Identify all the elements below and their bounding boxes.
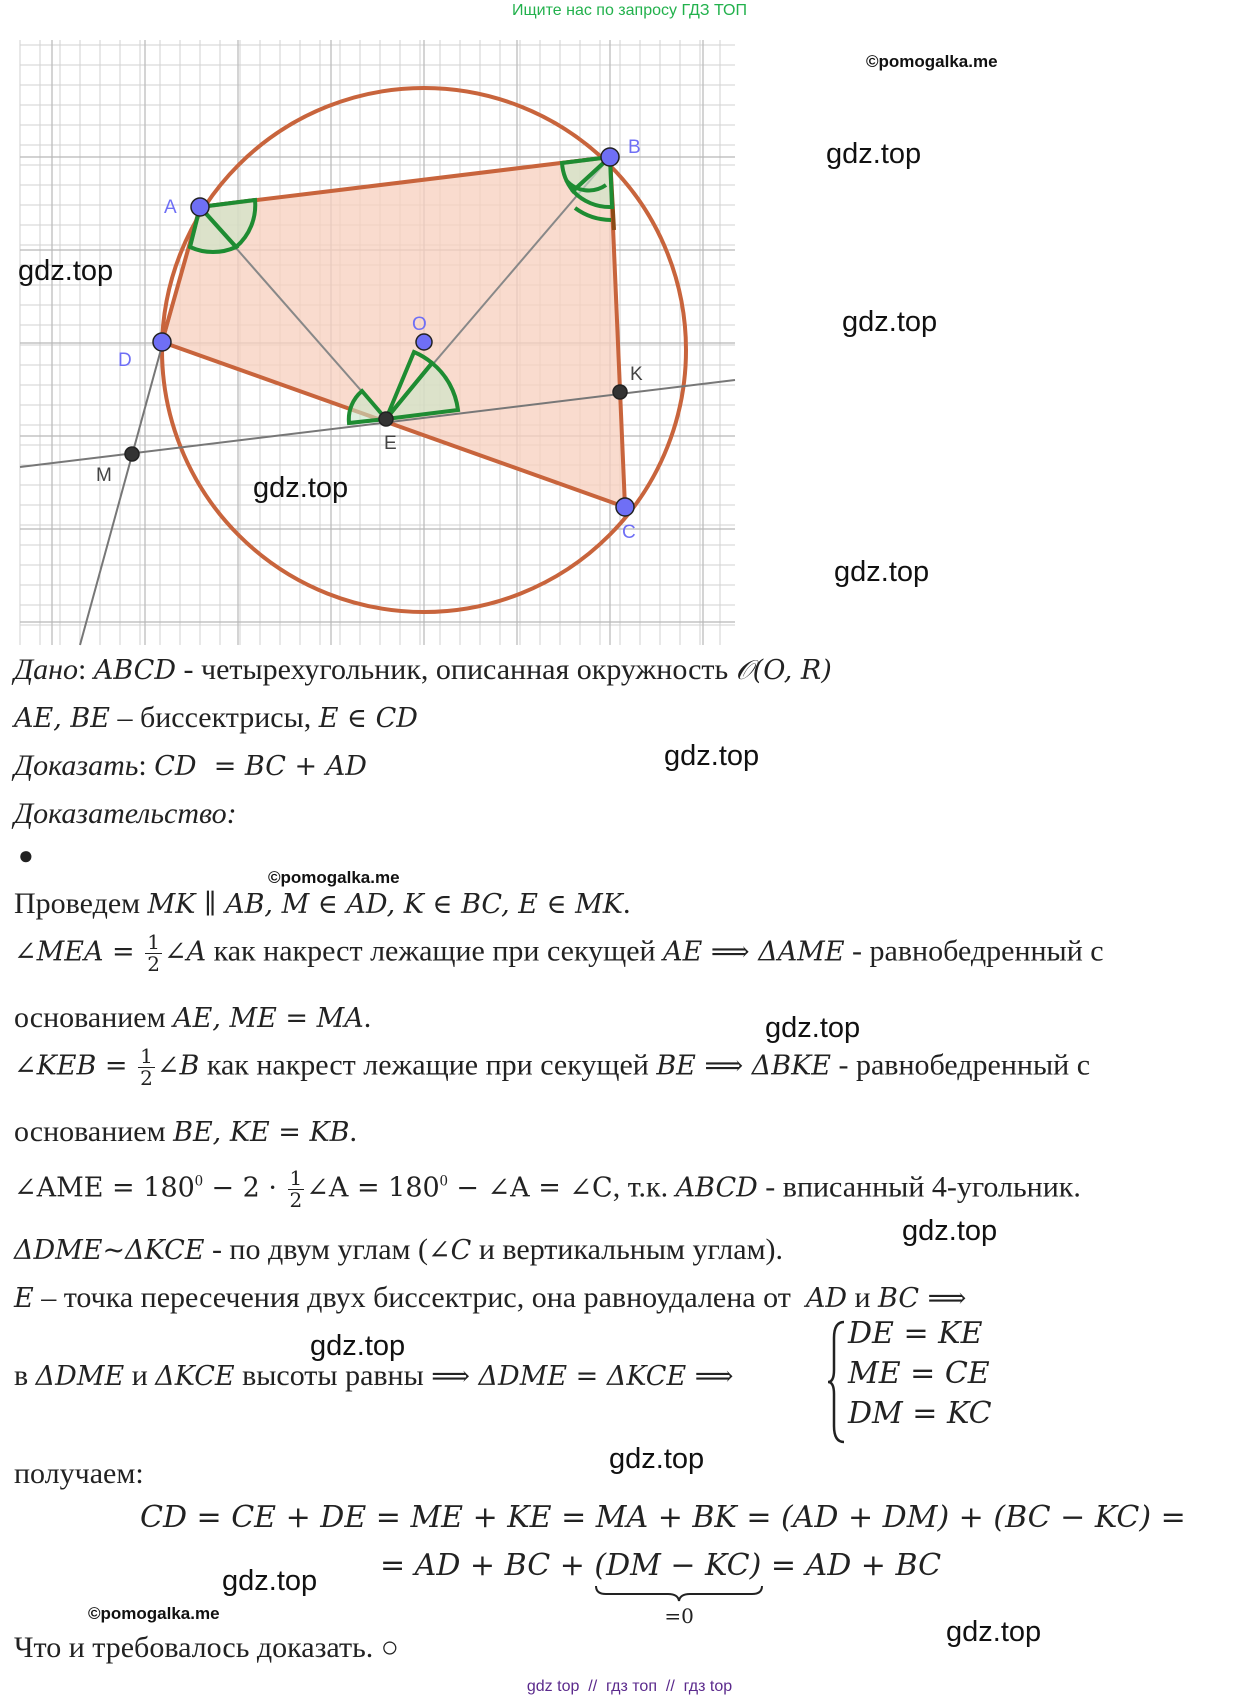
step3-dot: . xyxy=(363,1001,372,1034)
step2-text: как накрест лежащие при секущей xyxy=(206,934,664,968)
bullet: ● xyxy=(18,841,34,870)
step1-dot: . xyxy=(622,887,631,920)
step9-in: в xyxy=(14,1359,36,1392)
step9-and: и xyxy=(124,1359,156,1392)
step3-text: основанием xyxy=(14,1001,174,1034)
footer-links[interactable]: gdz top // гдз топ // гдз top xyxy=(526,1678,733,1695)
label-c: C xyxy=(622,522,636,543)
step4-tail: - равнобедренный с xyxy=(830,1048,1091,1082)
triangle-dme: ΔDME xyxy=(35,1361,125,1392)
fraction-half: $\frac{1}{2}$ xyxy=(289,1166,303,1212)
label-e: E xyxy=(384,433,397,454)
step9-expr: ⟹ ΔDME = ΔKCE ⟹ xyxy=(431,1361,734,1392)
step5-expr: BE, KE = KB xyxy=(173,1117,350,1148)
label-o: O xyxy=(412,314,427,335)
watermark-gdz: gdz.top xyxy=(609,1443,705,1475)
underbraced-term xyxy=(594,1548,762,1628)
prove-label: Доказать xyxy=(14,749,139,782)
fraction-half: $\frac{1}{2}$ xyxy=(147,930,160,976)
watermark-pomogalka: ©pomogalka.me xyxy=(268,868,400,887)
watermark-gdz: gdz.top xyxy=(664,740,760,772)
given-circle: 𝒪(O, R) xyxy=(735,655,832,686)
label-k: K xyxy=(630,364,643,385)
e-on-cd: E ∈ CD xyxy=(318,703,418,734)
step6-end: − ∠A = ∠C xyxy=(447,1172,613,1204)
proof-step-9 xyxy=(14,1358,733,1394)
fraction-half: $\frac{1}{2}$ xyxy=(140,1044,153,1090)
watermark-gdz: gdz.top xyxy=(842,306,938,338)
proof-step-7 xyxy=(14,1232,783,1268)
given-line: Дано: ABCD - четырехугольник, описанная окружность 𝒪(O, R) xyxy=(14,653,832,686)
proof-heading xyxy=(14,796,237,832)
system-row: DE = KE xyxy=(848,1316,983,1351)
point-a xyxy=(191,198,209,216)
step4-expr: BE ⟹ ΔBKE xyxy=(656,1050,831,1082)
watermark-pomogalka: ©pomogalka.me xyxy=(866,52,998,71)
degree: 0 xyxy=(439,1172,448,1190)
underbrace xyxy=(594,1584,764,1602)
result-heading: получаем: xyxy=(14,1457,144,1490)
step2-expr: AE ⟹ ΔAME xyxy=(663,936,845,968)
triangle-kce: ΔKCE xyxy=(155,1361,235,1392)
point-m xyxy=(125,447,139,461)
step9-text: высоты равны xyxy=(234,1359,432,1392)
bisectors-line xyxy=(14,700,418,736)
step8-text: – точка пересечения двух биссектрис, она равноудалена от xyxy=(33,1281,806,1314)
given-figure: ABCD xyxy=(93,655,176,686)
watermark-gdz: gdz.top xyxy=(18,255,114,287)
eq2-zero: =0 xyxy=(664,1604,694,1628)
similarity-expr: ΔDME~ΔKCE xyxy=(14,1235,205,1266)
angle-mea: ∠MEA = xyxy=(14,936,144,968)
watermark-pomogalka: ©pomogalka.me xyxy=(88,1604,220,1623)
watermark-gdz: gdz.top xyxy=(946,1616,1042,1648)
point-b xyxy=(601,148,619,166)
equation-line-1: CD = CE + DE = ME + KE = MA + BK = (AD + DM) + (BC − KC) = xyxy=(140,1500,1186,1535)
step6-minus: − 2 · xyxy=(202,1172,286,1204)
point-d xyxy=(153,333,171,351)
step5-text: основанием xyxy=(14,1115,174,1148)
left-brace xyxy=(828,1320,848,1444)
step7-text: - по двум углам ( xyxy=(204,1233,429,1266)
step1-expr: MK ∥ AB, M ∈ AD, K ∈ BC, E ∈ MK xyxy=(147,889,623,920)
bisectors-text: – биссектрисы, xyxy=(109,701,319,734)
step6-tail: - вписанный 4-угольник. xyxy=(757,1170,1081,1204)
step5-dot: . xyxy=(349,1115,358,1148)
angle-ame-expr: ∠AME = 180 xyxy=(14,1172,195,1204)
point-e xyxy=(379,412,393,426)
watermark-gdz: gdz.top xyxy=(902,1215,998,1247)
system-row: ME = CE xyxy=(848,1356,990,1391)
angle-a: ∠A xyxy=(164,936,207,968)
proof-step-4 xyxy=(14,1046,1090,1089)
side-ad-ref: AD xyxy=(805,1283,847,1314)
watermark-gdz: gdz.top xyxy=(222,1565,318,1597)
step4-text: как накрест лежащие при секущей xyxy=(199,1048,657,1082)
proof-step-8 xyxy=(14,1280,966,1316)
watermark-gdz: gdz.top xyxy=(253,472,349,504)
proof-step-1 xyxy=(14,886,630,922)
proof-label: Доказательство: xyxy=(14,797,237,830)
label-d: D xyxy=(118,350,132,371)
step6-mid: ∠A = 180 xyxy=(306,1172,440,1204)
geometry-figure xyxy=(0,30,740,650)
watermark-gdz: gdz.top xyxy=(765,1012,861,1044)
proof-step-6 xyxy=(14,1168,1081,1211)
prove-line: Доказать: CD = BC + AD xyxy=(14,749,367,782)
watermark-gdz: gdz.top xyxy=(826,138,922,170)
degree: 0 xyxy=(194,1172,203,1190)
qed-line: Что и требовалось доказать. ○ xyxy=(14,1631,399,1664)
step7-tail: и вертикальным углам). xyxy=(471,1233,784,1266)
step6-abcd: ABCD xyxy=(675,1172,758,1204)
given-label: Дано xyxy=(14,653,78,686)
given-text: - четырехугольник, описанная окружность xyxy=(175,653,736,686)
prove-expr: CD = BC + AD xyxy=(154,751,367,782)
watermark-gdz: gdz.top xyxy=(834,556,930,588)
label-b: B xyxy=(628,137,641,158)
angle-b: ∠B xyxy=(156,1050,200,1082)
proof-step-2 xyxy=(14,932,1104,975)
point-c xyxy=(616,498,634,516)
point-o xyxy=(416,334,432,350)
label-m: M xyxy=(96,465,112,486)
eq2-start: = AD + BC + xyxy=(380,1548,595,1583)
angle-c: ∠C xyxy=(428,1235,472,1266)
point-e-ref: E xyxy=(14,1283,34,1314)
step1-text: Проведем xyxy=(14,887,148,920)
eq2-brace-term: (DM − KC) xyxy=(594,1548,762,1583)
step8-and: и xyxy=(846,1281,879,1314)
bisectors-expr: AE, BE xyxy=(14,703,110,734)
step3-expr: AE, ME = MA xyxy=(173,1003,364,1034)
step2-tail: - равнобедренный с xyxy=(844,934,1104,968)
side-bc-ref: BC ⟹ xyxy=(878,1283,967,1314)
label-a: A xyxy=(164,197,177,218)
step6-since: , т.к. xyxy=(612,1170,676,1204)
system-row: DM = KC xyxy=(848,1396,992,1431)
watermark-gdz: gdz.top xyxy=(310,1330,406,1362)
proof-step-5 xyxy=(14,1114,357,1150)
point-k xyxy=(613,385,627,399)
eq2-end: = AD + BC xyxy=(761,1548,942,1583)
search-hint: Ищите нас по запросу ГДЗ ТОП xyxy=(512,2,747,19)
proof-step-3 xyxy=(14,1000,371,1036)
equation-line-2 xyxy=(380,1548,942,1628)
angle-keb: ∠KEB = xyxy=(14,1050,137,1082)
